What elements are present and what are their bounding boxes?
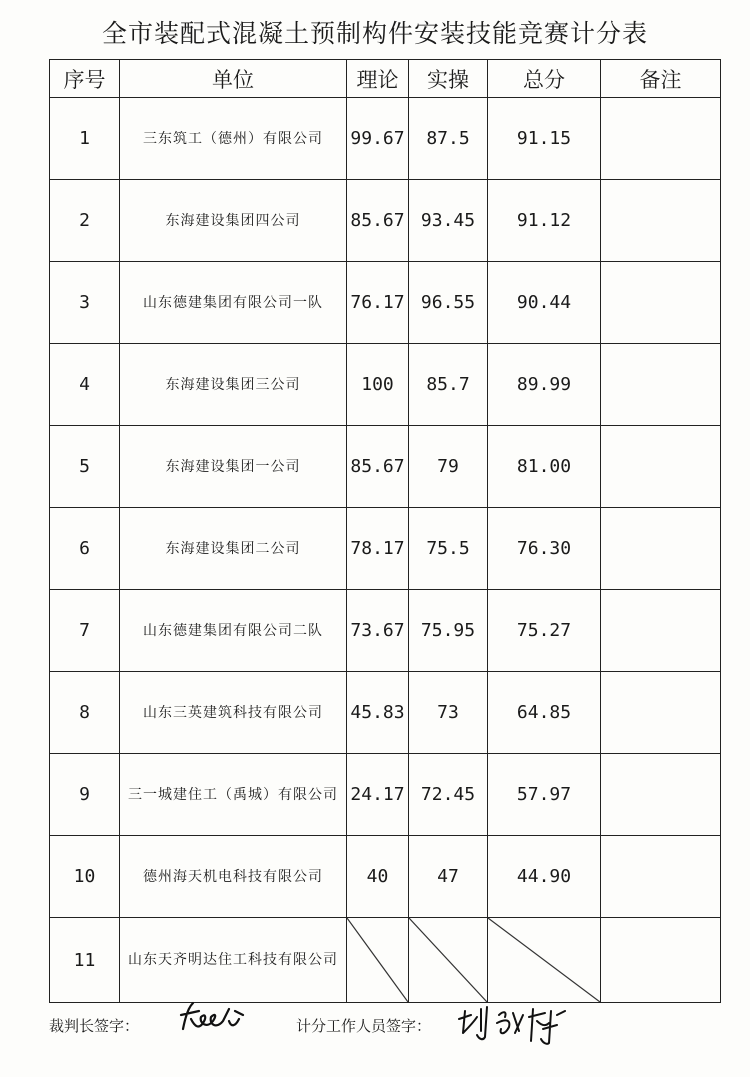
table-row <box>50 754 721 836</box>
cell-unit: 山东德建集团有限公司一队 <box>120 262 347 344</box>
cell-remark <box>601 180 721 262</box>
table-row <box>50 836 721 918</box>
cell-remark <box>601 262 721 344</box>
cell-practice-struck <box>409 918 488 1003</box>
cell-theory: 99.67 <box>347 98 409 180</box>
cell-practice: 73 <box>409 672 488 754</box>
cell-unit: 三一城建住工（禹城）有限公司 <box>120 754 347 836</box>
cell-theory: 73.67 <box>347 590 409 672</box>
cell-practice: 75.95 <box>409 590 488 672</box>
table-row <box>50 344 721 426</box>
diagonal-strike-icon <box>488 918 600 1002</box>
cell-theory-struck <box>347 918 409 1003</box>
cell-seq: 6 <box>50 508 120 590</box>
cell-theory: 100 <box>347 344 409 426</box>
cell-seq: 10 <box>50 836 120 918</box>
header-remark: 备注 <box>601 60 721 98</box>
cell-unit: 德州海天机电科技有限公司 <box>120 836 347 918</box>
cell-seq: 5 <box>50 426 120 508</box>
cell-theory: 85.67 <box>347 180 409 262</box>
cell-theory: 24.17 <box>347 754 409 836</box>
cell-total: 64.85 <box>488 672 601 754</box>
scorer-label: 计分工作人员签字： <box>296 1017 432 1035</box>
table-row <box>50 918 721 1003</box>
cell-theory: 40 <box>347 836 409 918</box>
header-practice: 实操 <box>409 60 488 98</box>
cell-practice: 72.45 <box>409 754 488 836</box>
cell-unit: 山东三英建筑科技有限公司 <box>120 672 347 754</box>
cell-unit: 东海建设集团二公司 <box>120 508 347 590</box>
cell-remark <box>601 590 721 672</box>
cell-unit: 三东筑工（德州）有限公司 <box>120 98 347 180</box>
score-table <box>49 59 721 1003</box>
table-row <box>50 262 721 344</box>
cell-seq: 4 <box>50 344 120 426</box>
cell-seq: 3 <box>50 262 120 344</box>
cell-seq: 8 <box>50 672 120 754</box>
header-seq: 序号 <box>50 60 120 98</box>
cell-unit: 山东天齐明达住工科技有限公司 <box>120 918 347 1003</box>
cell-practice: 47 <box>409 836 488 918</box>
table-row <box>50 508 721 590</box>
table-row <box>50 98 721 180</box>
cell-practice: 79 <box>409 426 488 508</box>
cell-unit: 东海建设集团四公司 <box>120 180 347 262</box>
cell-seq: 11 <box>50 918 120 1003</box>
cell-remark <box>601 754 721 836</box>
cell-remark <box>601 426 721 508</box>
cell-unit: 山东德建集团有限公司二队 <box>120 590 347 672</box>
cell-remark <box>601 836 721 918</box>
cell-theory: 85.67 <box>347 426 409 508</box>
cell-remark <box>601 672 721 754</box>
cell-total: 57.97 <box>488 754 601 836</box>
header-total: 总分 <box>488 60 601 98</box>
cell-seq: 7 <box>50 590 120 672</box>
cell-total: 89.99 <box>488 344 601 426</box>
cell-remark <box>601 98 721 180</box>
diagonal-strike-icon <box>347 918 408 1002</box>
cell-remark <box>601 918 721 1003</box>
cell-practice: 85.7 <box>409 344 488 426</box>
cell-seq: 2 <box>50 180 120 262</box>
table-header-row <box>50 60 721 98</box>
cell-practice: 96.55 <box>409 262 488 344</box>
cell-practice: 87.5 <box>409 98 488 180</box>
cell-total: 81.00 <box>488 426 601 508</box>
cell-total: 76.30 <box>488 508 601 590</box>
cell-total: 91.12 <box>488 180 601 262</box>
header-theory: 理论 <box>347 60 409 98</box>
cell-unit: 东海建设集团三公司 <box>120 344 347 426</box>
cell-total: 90.44 <box>488 262 601 344</box>
cell-remark <box>601 344 721 426</box>
cell-seq: 1 <box>50 98 120 180</box>
cell-total-struck <box>488 918 601 1003</box>
cell-total: 75.27 <box>488 590 601 672</box>
table-row <box>50 590 721 672</box>
cell-unit: 东海建设集团一公司 <box>120 426 347 508</box>
diagonal-strike-icon <box>409 918 487 1002</box>
cell-theory: 76.17 <box>347 262 409 344</box>
cell-practice: 93.45 <box>409 180 488 262</box>
cell-practice: 75.5 <box>409 508 488 590</box>
header-unit: 单位 <box>120 60 347 98</box>
cell-remark <box>601 508 721 590</box>
cell-theory: 45.83 <box>347 672 409 754</box>
chief-judge-signature-icon <box>177 999 257 1039</box>
scorer-signature-icon <box>453 1001 573 1049</box>
signature-footer <box>49 1005 720 1065</box>
table-body <box>50 98 721 1003</box>
cell-theory: 78.17 <box>347 508 409 590</box>
cell-total: 91.15 <box>488 98 601 180</box>
chief-judge-label: 裁判长签字： <box>49 1017 140 1035</box>
table-row <box>50 426 721 508</box>
cell-seq: 9 <box>50 754 120 836</box>
document-title: 全市装配式混凝土预制构件安装技能竞赛计分表 <box>101 19 648 48</box>
table-row <box>50 672 721 754</box>
table-row <box>50 180 721 262</box>
cell-total: 44.90 <box>488 836 601 918</box>
